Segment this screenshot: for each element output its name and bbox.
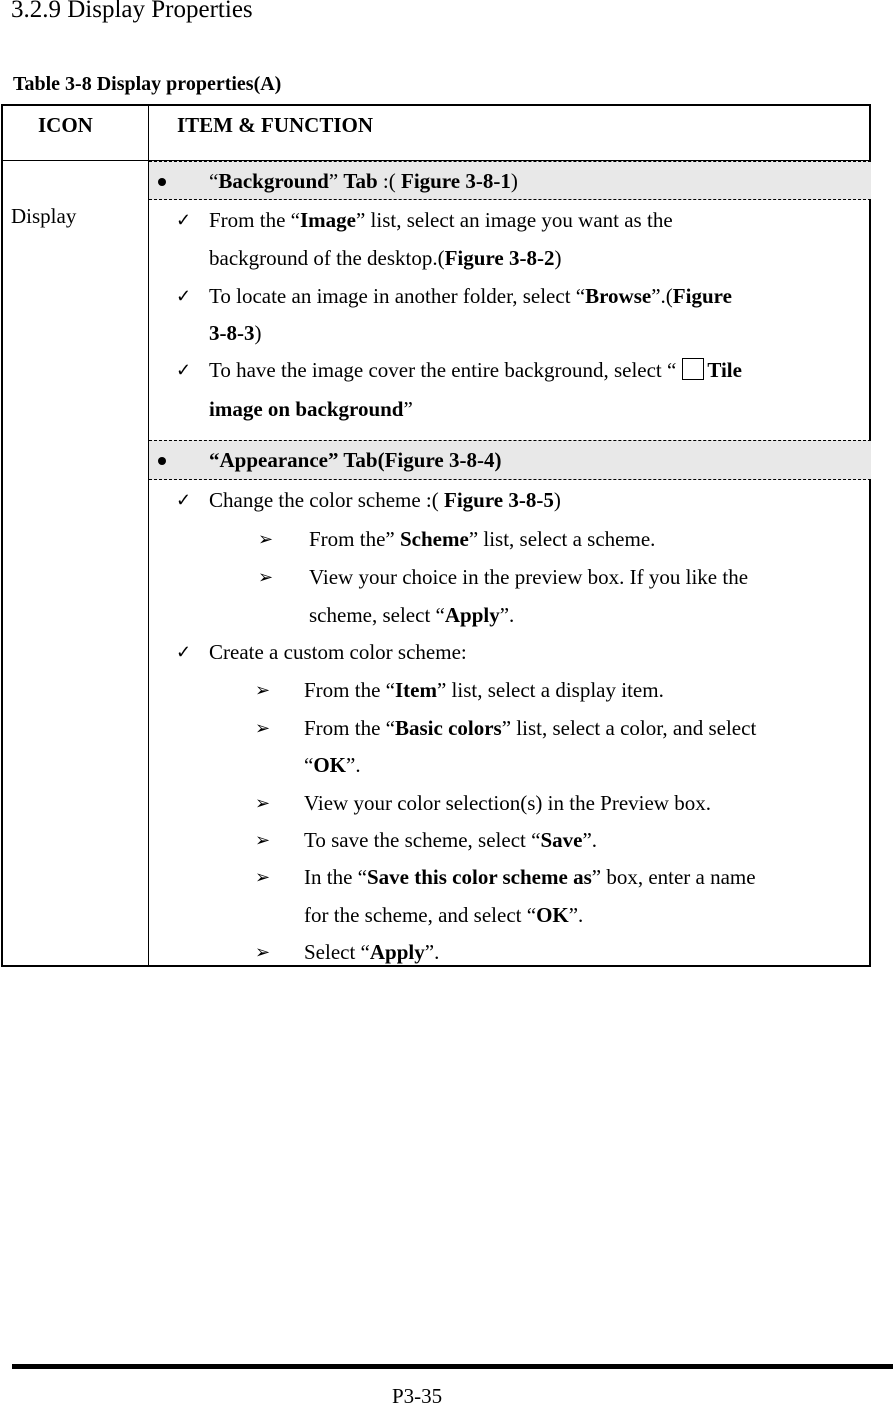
- header-icon: ICON: [38, 113, 93, 137]
- checkmark-icon: ✓: [176, 642, 192, 662]
- custom-sub-apply: Select “Apply”.: [304, 940, 440, 964]
- custom-sub-save: To save the scheme, select “Save”.: [304, 828, 598, 852]
- row-label-display: Display: [11, 204, 77, 228]
- bg-item-tile-cont: image on background”: [209, 397, 413, 421]
- arrowhead-bullet-icon: ➢: [258, 567, 274, 587]
- page-number: P3-35: [392, 1384, 443, 1408]
- table-caption: Table 3-8 Display properties(A): [13, 73, 282, 95]
- custom-sub-view: View your color selection(s) in the Preview box.: [304, 791, 711, 815]
- background-tab-title: “Background” Tab :( Figure 3-8-1): [209, 169, 518, 193]
- scheme-sub-select: From the” Scheme” list, select a scheme.: [309, 527, 656, 551]
- round-bullet-icon: [158, 457, 166, 465]
- custom-sub-save-as: In the “Save this color scheme as” box, enter a name: [304, 865, 756, 889]
- arrowhead-bullet-icon: ➢: [255, 830, 271, 850]
- appearance-tab-band: [149, 440, 871, 480]
- bg-item-browse-cont: 3-8-3): [209, 321, 262, 345]
- custom-scheme-item: Create a custom color scheme:: [209, 640, 467, 664]
- round-bullet-icon: [158, 178, 166, 186]
- arrowhead-bullet-icon: ➢: [255, 942, 271, 962]
- display-properties-table: [1, 104, 871, 967]
- checkmark-icon: ✓: [176, 286, 192, 306]
- checkmark-icon: ✓: [176, 360, 192, 380]
- table-header-row: [3, 106, 869, 161]
- column-divider: [148, 106, 149, 965]
- scheme-sub-preview-cont: scheme, select “Apply”.: [309, 603, 515, 627]
- bg-item-image: From the “Image” list, select an image you want as the: [209, 208, 673, 232]
- scheme-sub-preview: View your choice in the preview box. If you like the: [309, 565, 749, 589]
- section-heading: 3.2.9 Display Properties: [11, 0, 253, 23]
- arrowhead-bullet-icon: ➢: [255, 718, 271, 738]
- checkmark-icon: ✓: [176, 490, 192, 510]
- background-tab-band: [149, 161, 871, 200]
- arrowhead-bullet-icon: ➢: [255, 793, 271, 813]
- checkmark-icon: ✓: [176, 210, 192, 230]
- arrowhead-bullet-icon: ➢: [258, 529, 274, 549]
- arrowhead-bullet-icon: ➢: [255, 867, 271, 887]
- appearance-tab-title: “Appearance” Tab(Figure 3-8-4): [209, 448, 502, 472]
- change-scheme-item: Change the color scheme :( Figure 3-8-5): [209, 488, 561, 512]
- arrowhead-bullet-icon: ➢: [255, 680, 271, 700]
- footer-rule: [12, 1364, 893, 1369]
- custom-sub-item: From the “Item” list, select a display item.: [304, 678, 664, 702]
- custom-sub-basic-colors: From the “Basic colors” list, select a color, and select: [304, 716, 757, 740]
- custom-sub-basic-colors-cont: “OK”.: [304, 753, 361, 777]
- custom-sub-save-as-cont: for the scheme, and select “OK”.: [304, 903, 584, 927]
- bg-item-browse: To locate an image in another folder, select “Browse”.(Figure: [209, 284, 732, 308]
- bg-item-image-cont: background of the desktop.(Figure 3-8-2): [209, 246, 562, 270]
- header-item-function: ITEM & FUNCTION: [177, 113, 374, 137]
- bg-item-tile: To have the image cover the entire background, select “ Tile: [209, 358, 742, 382]
- checkbox-icon: [682, 358, 704, 380]
